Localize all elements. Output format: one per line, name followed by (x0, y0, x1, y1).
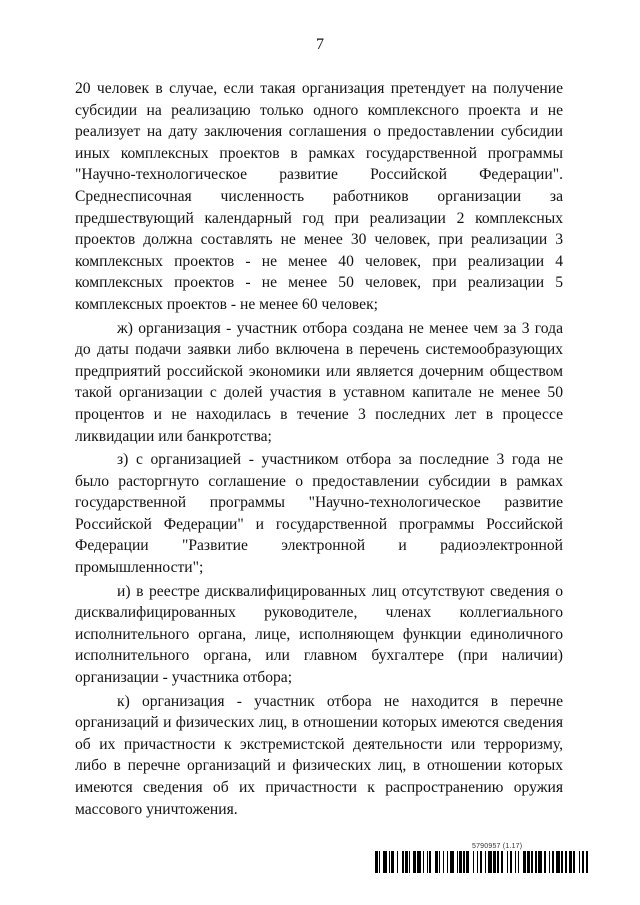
paragraph-item-k: к) организация - участник отбора не находится в перечне организаций и физических лиц, в отношении которых имеются сведения об их причастности к экстремистской деятельности или терроризму, либо в перечне организаций и физических лиц, в отношении которых имеются сведения об их причастности к распространению оружия массового уничтожения. (75, 692, 563, 818)
paragraph-item-i: и) в реестре дисквалифицированных лиц отсутствуют сведения о дисквалифицированных руководителе, членах коллегиального исполнительного органа, лице, исполняющем функции единоличного исполнительного органа, или главном бухгалтере (при наличии) организации - участника отбора; (75, 582, 563, 687)
barcode-image (375, 851, 590, 873)
paragraph-item-z: з) с организацией - участником отбора за последние 3 года не было расторгнуто соглашение о предоставлении субсидии в рамках государственной программы "Научно-технологическое развитие Российской Федерации" и государственной программы Российской Федерации "Развитие электронной и радиоэлектронной промышленности"; (75, 451, 563, 577)
document-body (75, 78, 563, 822)
page-number: 7 (316, 36, 324, 53)
paragraph-continuation: 20 человек в случае, если такая организация претендует на получение субсидии на реализацию только одного комплексного проекта и не реализует на дату заключения соглашения о предоставлении субсидии иных комплексных проектов в рамках государственной программы "Научно-технологическое развитие Российской Федерации". Среднесписочная численность работников организации за предшествующий календарный год при реализации 2 комплексных проектов должна составлять не менее 30 человек, при реализации 3 комплексных проектов - не менее 40 человек, при реализации 4 комплексных проектов - не менее 50 человек, при реализации 5 комплексных проектов - не менее 60 человек; (75, 80, 563, 313)
document-code: 5790957 (1.17) (472, 843, 523, 850)
paragraph-item-zh: ж) организация - участник отбора создана не менее чем за 3 года до даты подачи заявки либо включена в перечень системообразующих предприятий российской экономики или является дочерним обществом такой организации с долей участия в уставном капитале не менее 50 процентов и не находилась в течение 3 последних лет в процессе ликвидации или банкротства; (75, 319, 563, 445)
